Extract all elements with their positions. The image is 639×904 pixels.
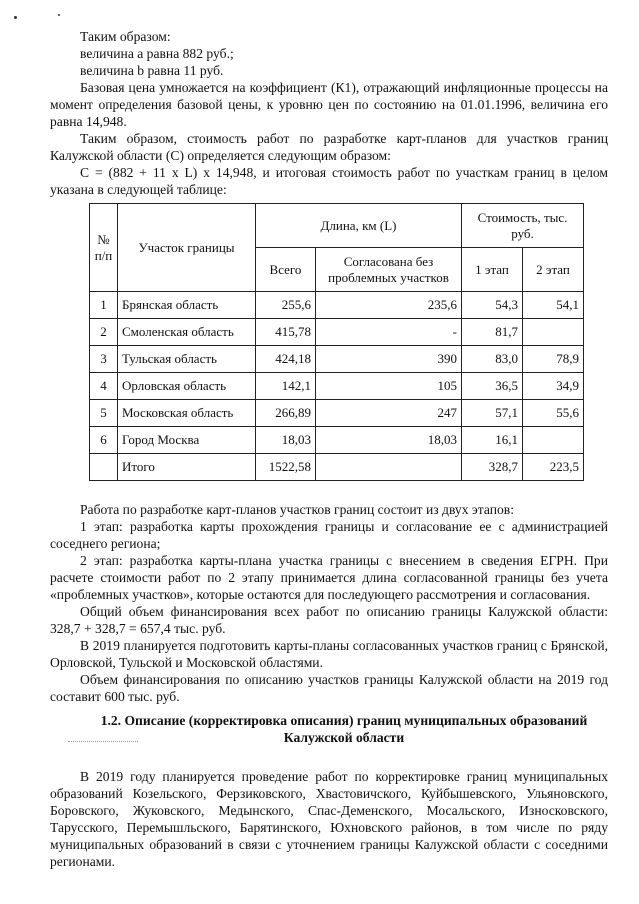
header-total: Всего (256, 248, 316, 292)
formula-paragraph: С = (882 + 11 x L) х 14,948, и итоговая стоимость работ по участкам границ в целом указана в следующей таблице: (50, 165, 608, 197)
scan-speck (58, 14, 60, 16)
cell-stage1: 57,1 (462, 400, 523, 427)
cell-num (90, 454, 118, 481)
header-section: Участок границы (118, 204, 256, 292)
financing-2019: Объем финансирования по описанию участков границы Калужской области на 2019 год составит 600 тыс. руб. (50, 672, 608, 704)
section-body: В 2019 году планируется проведение работ по корректировке границ муниципальных образований Козельского, Ферзиковского, Хвастовичского, Куйбышевского, Ульяновского, Боровского, Жуковского, Медынского, Спас-Деменского, Мосальского, Износковского, Тарусского, Перемышльского, Барятинского, Юхновского районов, в том числе по ряду муниципальных образований в связи с уточнением границы Калужской области с соседними регионами. (50, 769, 608, 869)
header-stage2: 2 этап (523, 248, 584, 292)
cell-total: 424,18 (256, 346, 316, 373)
cell-total: 255,6 (256, 292, 316, 319)
cell-total: 1522,58 (256, 454, 316, 481)
intro-line-2: величина a равна 882 руб.; (80, 46, 234, 61)
table-row (90, 400, 584, 427)
cell-stage2: 55,6 (523, 400, 584, 427)
cell-stage2: 54,1 (523, 292, 584, 319)
header-cost: Стоимость, тыс. руб. (462, 204, 584, 248)
table-row (90, 427, 584, 454)
table-row (90, 292, 584, 319)
cell-total: 266,89 (256, 400, 316, 427)
cell-agreed: 247 (316, 400, 462, 427)
cell-stage1: 16,1 (462, 427, 523, 454)
cell-total: 415,78 (256, 319, 316, 346)
table-row (90, 319, 584, 346)
cell-num: 3 (90, 346, 118, 373)
cell-num: 2 (90, 319, 118, 346)
total-financing: Общий объем финансирования всех работ по описанию границы Калужской области: 328,7 + 328,7 = 657,4 тыс. руб. (50, 604, 608, 636)
cell-num: 4 (90, 373, 118, 400)
table-row-total (90, 454, 584, 481)
cell-stage2 (523, 319, 584, 346)
cell-total: 142,1 (256, 373, 316, 400)
base-price-paragraph: Базовая цена умножается на коэффициент (К1), отражающий инфляционные процессы на момент определения базовой цены, к уровню цен по состоянию на 01.01.1996, величина его равна 14,948. (50, 80, 608, 129)
plan-2019: В 2019 планируется подготовить карты-планы согласованных участков границ с Брянской, Орловской, Тульской и Московской областями. (50, 638, 608, 670)
scan-speck (14, 16, 17, 19)
cell-stage1: 83,0 (462, 346, 523, 373)
cell-name: Смоленская область (118, 319, 256, 346)
cell-agreed: - (316, 319, 462, 346)
cost-table (89, 203, 584, 481)
cell-agreed: 235,6 (316, 292, 462, 319)
cell-stage2 (523, 427, 584, 454)
header-agreed: Согласована без проблемных участков (316, 248, 462, 292)
cell-total: 18,03 (256, 427, 316, 454)
scan-dotted-mark (68, 741, 138, 742)
cell-stage2: 34,9 (523, 373, 584, 400)
cell-agreed: 390 (316, 346, 462, 373)
intro-line-1: Таким образом: (80, 29, 171, 44)
cell-stage1: 81,7 (462, 319, 523, 346)
cell-agreed: 105 (316, 373, 462, 400)
cell-name: Итого (118, 454, 256, 481)
cell-num: 6 (90, 427, 118, 454)
cell-name: Брянская область (118, 292, 256, 319)
header-length: Длина, км (L) (256, 204, 462, 248)
cell-name: Орловская область (118, 373, 256, 400)
cell-stage2: 223,5 (523, 454, 584, 481)
cell-name: Московская область (118, 400, 256, 427)
cell-num: 1 (90, 292, 118, 319)
cell-agreed (316, 454, 462, 481)
stage-1-description: 1 этап: разработка карты прохождения границы и согласование ее с администрацией соседнего региона; (50, 519, 608, 551)
stages-intro: Работа по разработке карт-планов участков границ состоит из двух этапов: (80, 502, 514, 517)
cell-stage1: 328,7 (462, 454, 523, 481)
header-num: № п/п (90, 204, 118, 292)
cell-stage1: 36,5 (462, 373, 523, 400)
table-row (90, 373, 584, 400)
table-row (90, 346, 584, 373)
intro-line-3: величина b равна 11 руб. (80, 63, 224, 78)
cell-name: Город Москва (118, 427, 256, 454)
stage-2-description: 2 этап: разработка карты-плана участка границы с внесением в сведения ЕГРН. При расчете стоимости работ по 2 этапу принимается длина согласованной границы без учета «проблемных участков», которые остаются для последующего рассмотрения и согласования. (50, 553, 608, 602)
cell-num: 5 (90, 400, 118, 427)
header-stage1: 1 этап (462, 248, 523, 292)
cell-stage2: 78,9 (523, 346, 584, 373)
cost-definition-paragraph: Таким образом, стоимость работ по разработке карт-планов для участков границ Калужской области (С) определяется следующим образом: (50, 131, 608, 163)
section-heading: 1.2. Описание (корректировка описания) границ муниципальных образований Калужской области (100, 713, 588, 745)
cell-name: Тульская область (118, 346, 256, 373)
cell-agreed: 18,03 (316, 427, 462, 454)
cell-stage1: 54,3 (462, 292, 523, 319)
